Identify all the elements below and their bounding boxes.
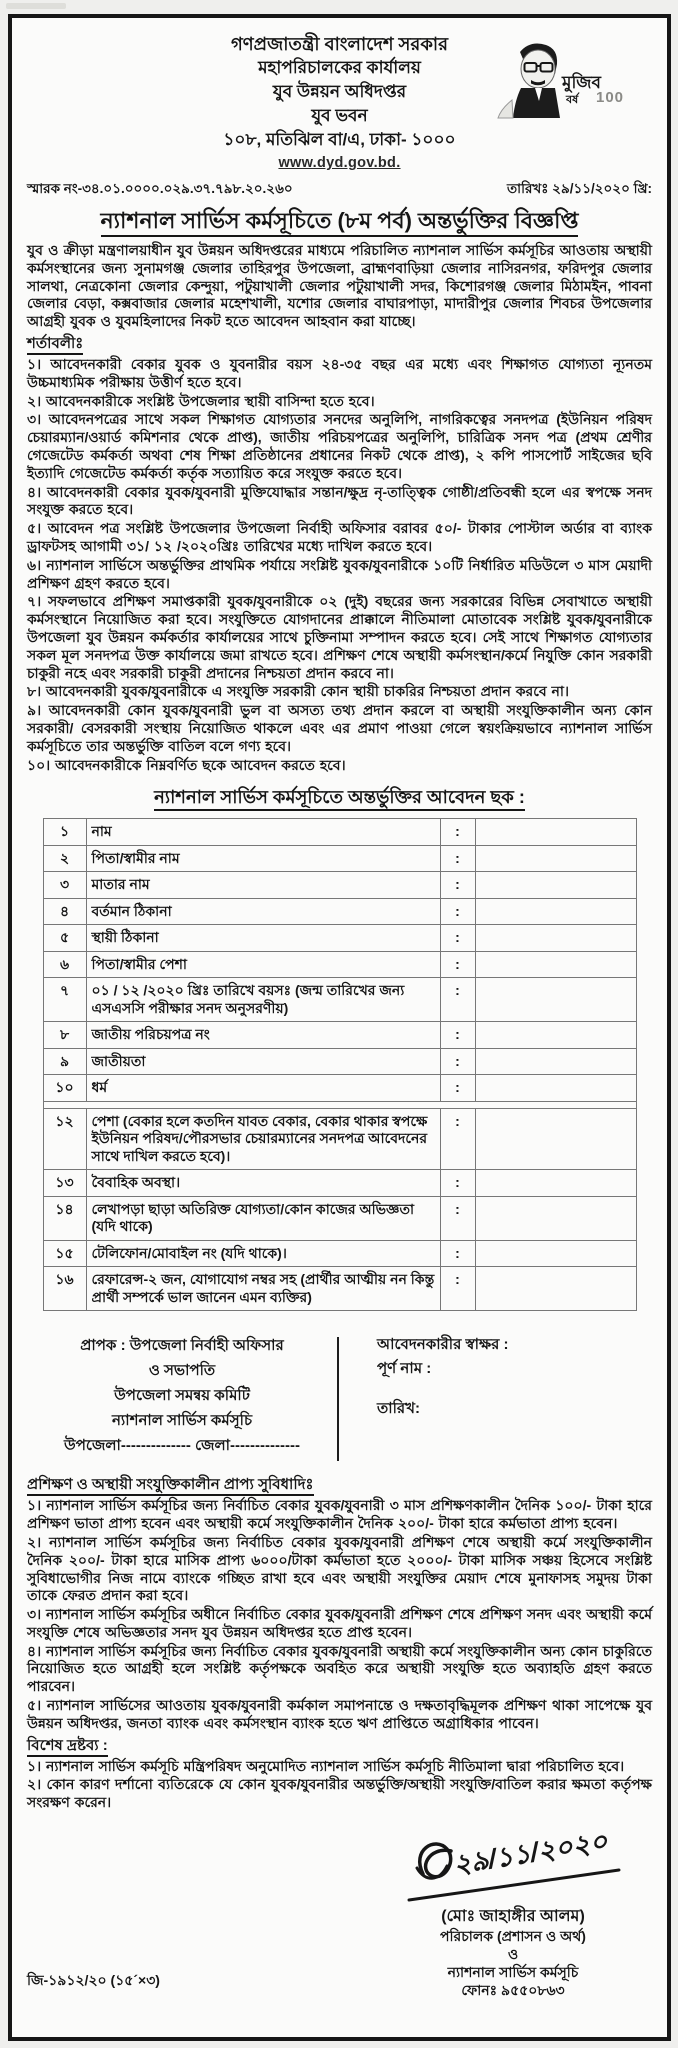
special-note-item-1: ১। ন্যাশনাল সার্ভিস কর্মসূচি মন্ত্রিপরিষদ অনুমোদিত ন্যাশনাল সার্ভিস কর্মসূচি নীতিমালা দ্বারা পরিচালিত হবে।	[27, 1757, 625, 1774]
row-number: ৪	[43, 898, 86, 925]
row-value-blank	[475, 1075, 636, 1102]
condition-item-1: ১। আবেদনকারী বেকার যুবক ও যুবনারীর বয়স ২৪-৩৫ বছর এর মধ্যে এবং শিক্ষাগত যোগ্যতা ন্যূনতম উচ্চমাধ্যমিক পরীক্ষায় উত্তীর্ণ হতে হবে।	[27, 355, 652, 390]
row-label: পিতা/স্বামীর পেশা	[86, 951, 440, 978]
row-number: ২	[43, 845, 86, 872]
row-number: ১২	[43, 1108, 86, 1170]
condition-item-5: ৫। আবেদন পত্র সংশ্লিষ্ট উপজেলার উপজেলা নির্বাহী অফিসার বরাবর ৫০/- টাকার পোস্টাল অর্ডার বা ব্যাংক ড্রাফটসহ আগামী ৩১/ ১২ /২০২০খ্রিঃ তারিখের মধ্যে দাখিল করতে হবে।	[27, 520, 652, 554]
condition-item-4: ৪। আবেদনকারী বেকার যুবক/যুবনারী মুক্তিযোদ্ধার সন্তান/ক্ষুদ্র নৃ-তাত্ত্বিক গোষ্ঠী/প্রতিবন্ধী হলে এর স্বপক্ষে সনদ সংযুক্ত করতে হবে।	[27, 483, 652, 518]
document-frame	[8, 14, 671, 2041]
form-row-12	[43, 1108, 636, 1170]
row-value-blank	[475, 1267, 636, 1311]
condition-item-3: ৩। আবেদনপত্রের সাথে সকল শিক্ষাগত যোগ্যতার সনদের অনুলিপি, নাগরিকত্বের সনদপত্র (ইউনিয়ন পরিষদ চেয়ারম্যান/ওয়ার্ড কমিশনার থেকে প্রাপ্ত), জাতীয় পরিচয়পত্রের অনুলিপি, চারিত্রিক সনদ পত্র (প্রথম শ্রেণীর গেজেটেড কর্মকর্তা অথবা শেষ শিক্ষা প্রতিষ্ঠানের প্রধানের নিকট থেকে প্রাপ্ত), ২ কপি পাসপোর্ট সাইজের ছবি ইত্যাদি গেজেটেড কর্মকর্তা কর্তৃক সত্যায়িত করে সংযুক্ত করতে হবে।	[27, 411, 652, 481]
row-number: ১৫	[43, 1240, 86, 1267]
row-label: লেখাপড়া ছাড়া অতিরিক্ত যোগ্যতা/কোন কাজের অভিজ্ঞতা (যদি থাকে)	[86, 1196, 440, 1240]
conditions-heading: শর্তাবলীঃ	[27, 334, 652, 354]
signatory-block	[382, 1824, 644, 1999]
row-value-blank	[475, 951, 636, 978]
form-row-15	[43, 1240, 636, 1267]
row-value-blank	[475, 1048, 636, 1075]
row-colon: :	[440, 1108, 475, 1170]
benefit-item-3: ৩। ন্যাশনাল সার্ভিস কর্মসূচির অধীনে নির্বাচিত বেকার যুবক/যুবনারী প্রশিক্ষণ শেষে প্রশিক্ষণ সনদ এবং অস্থায়ী কর্মে সংযুক্তি শেষে অভিজ্ঞতার সনদ যুব উন্নয়ন অধিদপ্তর হতে প্রাপ্ত হবেন।	[27, 1606, 652, 1640]
row-colon: :	[440, 1267, 475, 1311]
row-number: ১০	[43, 1075, 86, 1102]
signatory-org: ন্যাশনাল সার্ভিস কর্মসূচি	[447, 1964, 579, 1981]
row-value-blank	[475, 845, 636, 872]
addressee-line: ন্যাশনাল সার্ভিস কর্মসূচি	[111, 1412, 253, 1430]
row-value-blank	[475, 1170, 636, 1197]
row-colon: :	[440, 978, 475, 1022]
vertical-divider	[337, 1337, 339, 1461]
benefits-heading: প্রশিক্ষণ ও অস্থায়ী সংযুক্তিকালীন প্রাপ্য সুবিধাদিঃ	[27, 1475, 652, 1495]
row-label: বৈবাহিক অবস্থা।	[86, 1170, 440, 1197]
department-name: যুব উন্নয়ন অধিদপ্তর	[272, 82, 407, 101]
signatory-name: (মোঃ জাহাঙ্গীর আলম)	[441, 1908, 585, 1926]
logo-text-100: 100	[596, 89, 624, 106]
memo-number: স্মারক নং-৩৪.০১.০০০০.০২৯.৩৭.৭৯৮.২০.২৬০	[27, 181, 293, 196]
row-label: টেলিফোন/মোবাইল নং (যদি থাকে)।	[86, 1240, 440, 1267]
row-number: ৭	[43, 978, 86, 1022]
row-value-blank	[475, 1240, 636, 1267]
row-colon: :	[440, 1170, 475, 1197]
row-value-blank	[475, 872, 636, 899]
form-row-4	[43, 898, 636, 925]
row-number: ১	[43, 819, 86, 846]
row-colon: :	[440, 1048, 475, 1075]
building-name: যুব ভবন	[311, 106, 368, 125]
row-label: পেশা (বেকার হলে কতদিন যাবত বেকার, বেকার থাকার স্বপক্ষে ইউনিয়ন পরিষদ/পৌরসভার চেয়ারম্যানের সনদপত্র আবেদনের সাথে দাখিল করতে হবে)।	[86, 1108, 440, 1170]
signatory-conjunction: ও	[507, 1946, 519, 1963]
row-colon: :	[440, 1240, 475, 1267]
application-form-title: ন্যাশনাল সার্ভিস কর্মসূচিতে অন্তর্ভুক্তির আবেদন ছক :	[27, 784, 652, 810]
row-label: পিতা/স্বামীর নাম	[86, 845, 440, 872]
handwritten-signature-icon	[393, 1824, 633, 1910]
applicant-signature-label: আবেদনকারীর স্বাক্ষর :	[377, 1336, 509, 1354]
row-value-blank	[475, 1108, 636, 1170]
applicant-signature-block	[341, 1333, 652, 1465]
row-colon: :	[440, 1022, 475, 1049]
row-colon: :	[440, 1196, 475, 1240]
row-label: ০১ / ১২ /২০২০ খ্রিঃ তারিখে বয়সঃ (জন্ম তারিখের জন্য এসএসসি পরীক্ষার সনদ অনুসরণীয়)	[86, 978, 440, 1022]
row-number: ১৩	[43, 1170, 86, 1197]
form-row-11-cutoff	[43, 1101, 636, 1108]
govt-name: গণপ্রজাতন্ত্রী বাংলাদেশ সরকার	[230, 34, 449, 54]
row-value-blank	[475, 819, 636, 846]
website-link[interactable]: www.dyd.gov.bd.	[278, 155, 401, 171]
row-number: ১৪	[43, 1196, 86, 1240]
intro-paragraph: যুব ও ক্রীড়া মন্ত্রণালয়াধীন যুব উন্নয়ন অধিদপ্তরের মাধ্যমে পরিচালিত ন্যাশনাল সার্ভিস কর্মসূচির আওতায় অস্থায়ী কর্মসংস্থানের জন্য সুনামগঞ্জ জেলার তাহিরপুর উপজেলা, ব্রাহ্মণবাড়িয়া জেলার নাসিরনগর, ফরিদপুর জেলার সালথা, নেত্রকোনা জেলার কেন্দুয়া, পটুয়াখালী জেলার পটুয়াখালী সদর, কিশোরগঞ্জ জেলার মিঠামইন, পাবনা জেলার বেড়া, কক্সবাজার জেলার মহেশখালী, যশোর জেলার বাঘারপাড়া, মাদারীপুর জেলার শিবচর উপজেলার আগ্রহী যুবক ও যুবমহিলাদের নিকট হতে আবেদন আহবান করা যাচ্ছে।	[27, 242, 652, 330]
signatory-designation: পরিচালক (প্রশাসন ও অর্থ)	[440, 1928, 586, 1945]
condition-item-9: ৯। আবেদনকারী কোন যুবক/যুবনারী ভুল বা অসত্য তথ্য প্রদান করলে বা অস্থায়ী সংযুক্তিকালীন অন্য কোন সরকারী/ বেসরকারী সংস্থায় নিয়োজিত থাকলে এবং এর প্রমাণ পাওয়া গেলে স্বয়ংক্রিয়ভাবে ন্যাশনাল সার্ভিস কর্মসূচিতে তার অন্তর্ভুক্তি বাতিল বলে গণ্য হবে।	[27, 702, 652, 754]
form-row-9	[43, 1048, 636, 1075]
handwritten-date: ২৯/১১/২০২০	[451, 1826, 610, 1880]
special-note-item-2: ২। কোন কারণ দর্শানো ব্যতিরেকে যে কোন যুবক/যুবনারীর অন্তর্ভুক্তি/অস্থায়ী সংযুক্তি/বাতিল করার ক্ষমতা কর্তৃপক্ষ সংরক্ষণ করেন।	[27, 1776, 652, 1811]
row-number: ১৬	[43, 1267, 86, 1311]
benefit-item-2: ২। ন্যাশনাল সার্ভিস কর্মসূচির জন্য নির্বাচিত বেকার যুবক/যুবনারী প্রশিক্ষণ শেষে অস্থায়ী কর্মে সংযুক্তিকালীন দৈনিক ২০০/- টাকা হারে মাসিক প্রাপ্য ৬০০০/টাকা কর্মভাতা হতে ২০০০/- টাকা মাসিক সঞ্চয় হিসেবে সংশ্লিষ্ট সুবিধাভোগীর নিজ নামে ব্যাংকে গচ্ছিত রাখা হবে এবং অস্থায়ী সংযুক্তির মেয়াদ শেষে মুনাফাসহ সমুদয় টাকা তাকে ফেরত প্রদান করা হবে।	[27, 1533, 652, 1604]
letterhead	[27, 24, 652, 174]
row-colon: :	[440, 819, 475, 846]
issue-date: তারিখঃ ২৯/১১/২০২০ খ্রি:	[507, 181, 652, 196]
condition-item-2: ২। আবেদনকারীকে সংশ্লিষ্ট উপজেলার স্থায়ী বাসিন্দা হতে হবে।	[27, 392, 375, 409]
row-colon: :	[440, 898, 475, 925]
scan-artifact	[6, 3, 66, 9]
special-note-section	[27, 1736, 652, 1812]
condition-item-8: ৮। আবেদনকারী যুবক/যুবনারীকে এ সংযুক্তি সরকারী কোন স্থায়ী চাকরির নিশ্চয়তা প্রদান করবে না।	[27, 683, 569, 700]
row-colon: :	[440, 1075, 475, 1102]
logo-text-borsho: বর্ষ	[566, 94, 579, 106]
applicant-date-label: তারিখ:	[377, 1400, 420, 1418]
addressee-block	[27, 1333, 337, 1465]
row-colon: :	[440, 951, 475, 978]
form-row-14	[43, 1196, 636, 1240]
row-label: ধর্ম	[86, 1075, 440, 1102]
form-row-8	[43, 1022, 636, 1049]
row-label: জাতীয় পরিচয়পত্র নং	[86, 1022, 440, 1049]
row-label: স্থায়ী ঠিকানা	[86, 925, 440, 952]
application-form-table	[43, 818, 637, 1311]
row-label: নাম	[86, 819, 440, 846]
row-number: ৩	[43, 872, 86, 899]
row-value-blank	[475, 925, 636, 952]
special-note-heading: বিশেষ দ্রষ্টব্য :	[27, 1736, 652, 1756]
row-number: ৬	[43, 951, 86, 978]
form-row-16	[43, 1267, 636, 1311]
row-label: রেফারেন্স-২ জন, যোগাযোগ নম্বর সহ (প্রার্থীর আত্মীয় নন কিন্তু প্রার্থী সম্পর্কে ভাল জানেন এমন ব্যক্তির)	[86, 1267, 440, 1311]
form-row-3	[43, 872, 636, 899]
addressee-signature-section	[27, 1333, 652, 1465]
memo-row	[27, 180, 652, 198]
addressee-line: উপজেলা সমন্বয় কমিটি	[114, 1387, 250, 1405]
condition-item-7: ৭। সফলভাবে প্রশিক্ষণ সমাপ্তকারী যুবক/যুবনারীকে ০২ (দুই) বছরের জন্য সরকারের বিভিন্ন সেবাখাতে অস্থায়ী কর্মসংস্থানে নিয়োজিত করা হবে। সংযুক্তিতে যোগদানের প্রাক্কালে নীতিমালা মোতাবেক সংশ্লিষ্ট যুবক/যুবনারীকে উপজেলা যুব উন্নয়ন কর্মকর্তার কার্যালয়ের সাথে চুক্তিনামা সম্পাদন করতে হবে। সেই সাথে শিক্ষাগত যোগ্যতার সকল মূল সনদপত্র উক্ত কার্যালয়ে জমা রাখতে হবে। প্রশিক্ষণ শেষে অস্থায়ী কর্মসংস্থান/কর্মে নিযুক্তি কোন সরকারী চাকুরী নহে এবং সরকারী চাকুরী প্রদানের নিশ্চয়তা প্রদান করবে না।	[27, 593, 652, 681]
benefits-section	[27, 1475, 652, 1732]
row-value-blank	[475, 1022, 636, 1049]
addressee-line: ও সভাপতি	[148, 1362, 216, 1380]
row-number: ৫	[43, 925, 86, 952]
benefit-item-1: ১। ন্যাশনাল সার্ভিস কর্মসূচির জন্য নির্বাচিত বেকার যুবক/যুবনারী ৩ মাস প্রশিক্ষণকালীন দৈনিক ১০০/- টাকা হারে প্রশিক্ষণ ভাতা প্রাপ্য হবেন এবং অস্থায়ী কর্মে সংযুক্তিকালীন দৈনিক ২০০/- টাকা হারে কর্মভাতা প্রাপ্য হবেন।	[27, 1497, 652, 1532]
benefit-item-4: ৪। ন্যাশনাল সার্ভিস কর্মসূচির জন্য নির্বাচিত বেকার যুবক/যুবনারী অস্থায়ী কর্মে সংযুক্তিকালীন অন্য কোন চাকুরিতে নিয়োজিত হতে আগ্রহী হলে সংশ্লিষ্ট কর্তৃপক্ষকে অবহিত করে অস্থায়ী সংযুক্তি হতে অব্যাহতি গ্রহণ করতে পারবেন।	[27, 1642, 652, 1695]
upazila-district-line: উপজেলা-------------- জেলা--------------	[64, 1437, 300, 1455]
logo-text-mujib: মুজিব	[562, 73, 601, 92]
row-label: বর্তমান ঠিকানা	[86, 898, 440, 925]
form-row-1	[43, 819, 636, 846]
form-row-10	[43, 1075, 636, 1102]
form-row-7	[43, 978, 636, 1022]
row-number: ৮	[43, 1022, 86, 1049]
form-row-13	[43, 1170, 636, 1197]
row-number: ৯	[43, 1048, 86, 1075]
form-row-6	[43, 951, 636, 978]
row-colon: :	[440, 872, 475, 899]
row-value-blank	[475, 898, 636, 925]
notice-title: ন্যাশনাল সার্ভিস কর্মসূচিতে (৮ম পর্ব) অন্তর্ভুক্তির বিজ্ঞপ্তি	[27, 206, 652, 236]
form-row-5	[43, 925, 636, 952]
condition-item-6: ৬। ন্যাশনাল সার্ভিসে অন্তর্ভুক্তির প্রাথমিক পর্যায়ে সংশ্লিষ্ট যুবক/যুবনারীকে ১০টি নির্ধারিত মডিউলে ৩ মাস মেয়াদী প্রশিক্ষণ গ্রহণ করতে হবে।	[27, 556, 652, 591]
office-address: ১০৮, মতিঝিল বা/এ, ঢাকা- ১০০০	[223, 130, 456, 149]
row-label: জাতীয়তা	[86, 1048, 440, 1075]
row-colon: :	[440, 925, 475, 952]
signatory-phone: ফোনঃ ৯৫৫০৮৬৩	[461, 1982, 565, 1999]
office-name: মহাপরিচালকের কার্যালয়	[258, 58, 421, 77]
row-value-blank	[475, 978, 636, 1022]
applicant-name-label: পূর্ণ নাম :	[377, 1360, 432, 1378]
row-value-blank	[475, 1196, 636, 1240]
mujib100-logo-icon	[492, 38, 624, 120]
condition-item-10: ১০। আবেদনকারীকে নিম্নবর্ণিত ছকে আবেদন করতে হবে।	[27, 756, 346, 773]
row-colon: :	[440, 845, 475, 872]
benefit-item-5: ৫। ন্যাশনাল সার্ভিসের আওতায় যুবক/যুবনারী কর্মকাল সমাপনান্তে ও দক্ষতাবৃদ্ধিমূলক প্রশিক্ষণ থাকা সাপেক্ষে যুব উন্নয়ন অধিদপ্তর, জনতা ব্যাংক এবং কর্মসংস্থান ব্যাংক হতে ঋণ প্রাপ্তিতে অগ্রাধিকার পাবেন।	[27, 1697, 652, 1731]
addressee-line: প্রাপক : উপজেলা নির্বাহী অফিসার	[80, 1337, 284, 1355]
form-row-2	[43, 845, 636, 872]
footer-row	[27, 1824, 652, 1999]
print-ref: জি-১৯১২/২০ (১৫´×৩)	[27, 1972, 160, 1989]
row-label: মাতার নাম	[86, 872, 440, 899]
